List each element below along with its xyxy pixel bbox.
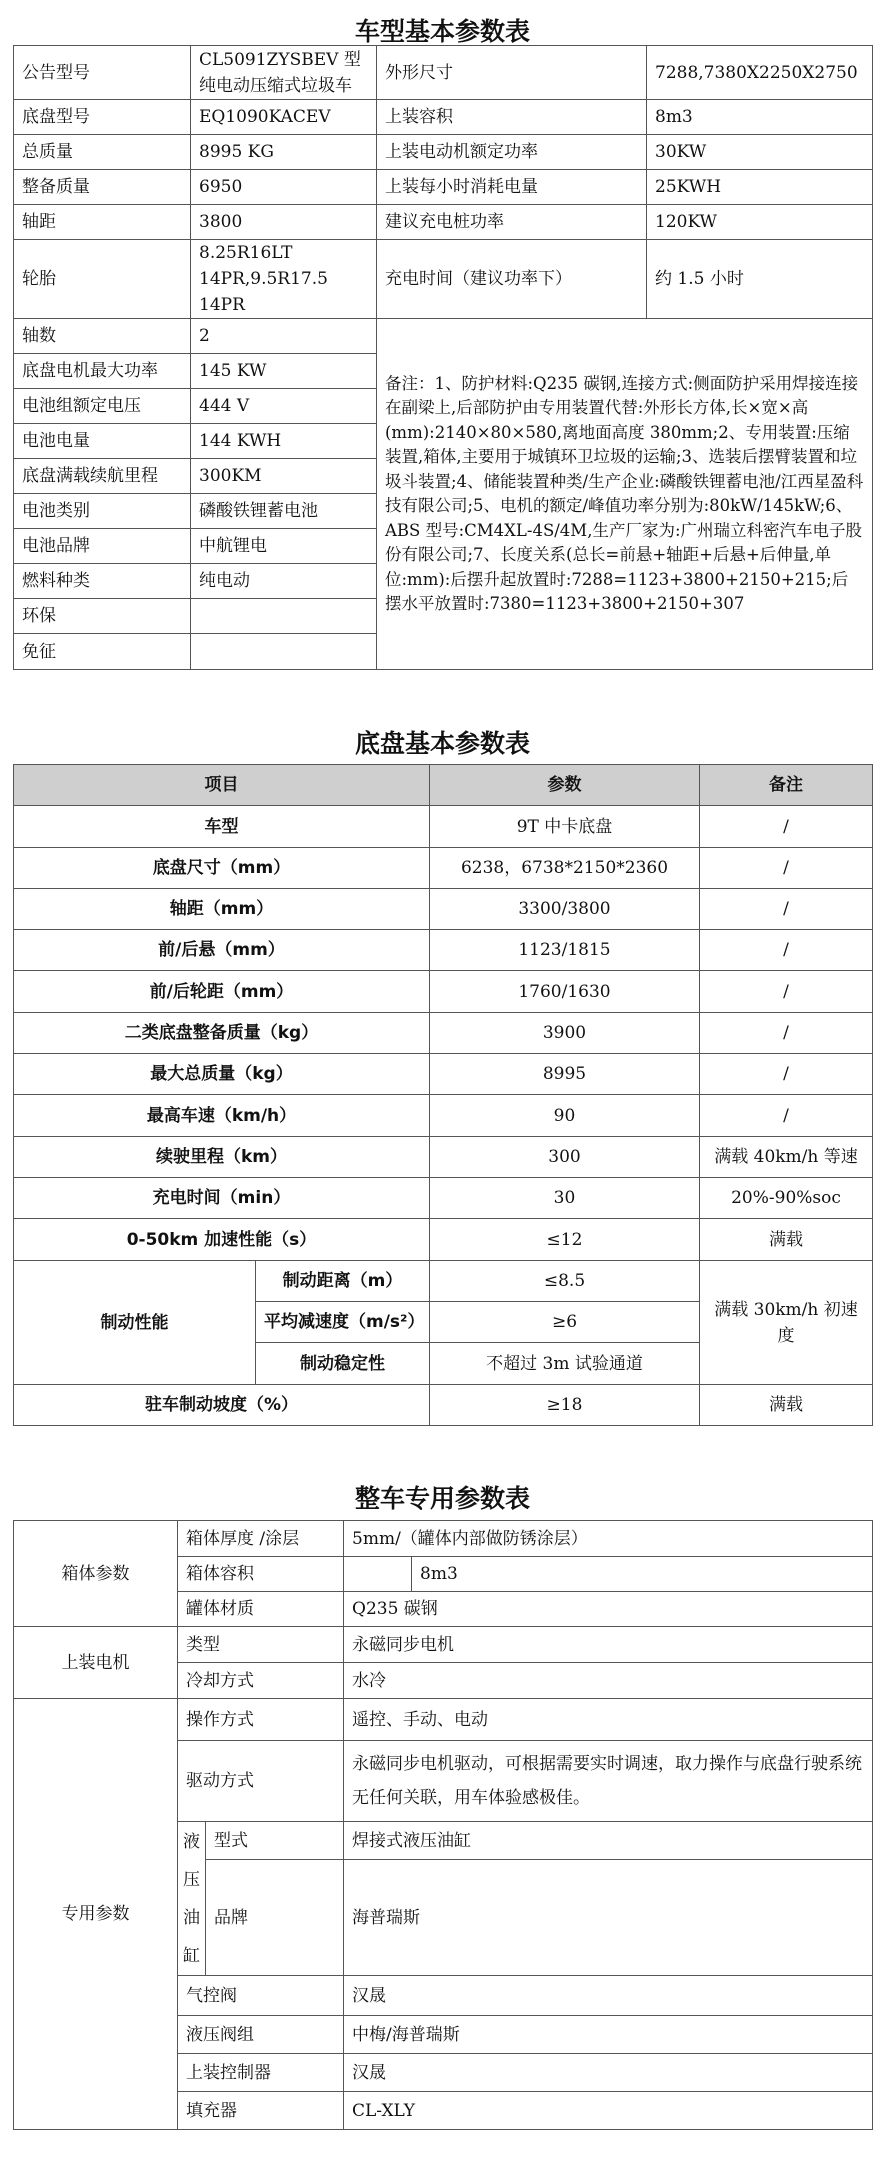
- param-key: 类型: [178, 1627, 344, 1663]
- cell-value: 145 KW: [191, 354, 377, 389]
- cell-value: 300KM: [191, 459, 377, 494]
- param-value: 中梅/海普瑞斯: [344, 2016, 873, 2054]
- param-key: 箱体容积: [178, 1557, 344, 1592]
- cell-value: 纯电动: [191, 564, 377, 599]
- brake-note: 满载 30km/h 初速度: [700, 1261, 873, 1385]
- row-item: 车型: [14, 806, 430, 848]
- param-value: CL-XLY: [344, 2092, 873, 2130]
- row-note: /: [700, 806, 873, 848]
- hydraulic-cylinder-label: [178, 1822, 206, 1976]
- cell-label: 底盘满载续航里程: [14, 459, 191, 494]
- row-note: /: [700, 889, 873, 930]
- table-row: [14, 100, 873, 135]
- cell-label: 轮胎: [14, 240, 191, 319]
- header-item: 项目: [14, 765, 430, 806]
- row-value: 1760/1630: [430, 971, 700, 1013]
- cell-value: 25KWH: [647, 170, 873, 205]
- param-key: 箱体厚度 /涂层: [178, 1521, 344, 1557]
- row-item: 前/后悬（mm）: [14, 930, 430, 971]
- param-value: 8m3: [412, 1557, 873, 1592]
- cell-value: 2: [191, 319, 377, 354]
- cell-label: 电池电量: [14, 424, 191, 459]
- cell-label: 上装容积: [377, 100, 647, 135]
- param-key: 填充器: [178, 2092, 344, 2130]
- param-key: 气控阀: [178, 1976, 344, 2016]
- row-value: ≤8.5: [430, 1261, 700, 1302]
- table-row: [14, 319, 873, 354]
- table-row: [14, 46, 873, 100]
- group-label: 箱体参数: [14, 1521, 178, 1627]
- vertical-label-text: 液压油缸: [183, 1831, 200, 1966]
- row-item: 制动距离（m）: [256, 1261, 430, 1302]
- table-row: [14, 240, 873, 319]
- table-row: [14, 1178, 873, 1219]
- param-value: 海普瑞斯: [344, 1860, 873, 1976]
- cell-label: 底盘电机最大功率: [14, 354, 191, 389]
- param-key: 罐体材质: [178, 1592, 344, 1627]
- param-empty: [344, 1557, 412, 1592]
- table-row: [14, 1385, 873, 1426]
- row-value: 3300/3800: [430, 889, 700, 930]
- header-value: 参数: [430, 765, 700, 806]
- cell-label: 轴数: [14, 319, 191, 354]
- param-key: 上装控制器: [178, 2054, 344, 2092]
- param-value: 5mm/（罐体内部做防锈涂层）: [344, 1521, 873, 1557]
- row-value: 6238，6738*2150*2360: [430, 848, 700, 889]
- row-value: ≥18: [430, 1385, 700, 1426]
- row-value: 300: [430, 1137, 700, 1178]
- row-note: /: [700, 1095, 873, 1137]
- section3-title: 整车专用参数表: [354, 1484, 530, 1513]
- header-note: 备注: [700, 765, 873, 806]
- table-row: [14, 1521, 873, 1557]
- cell-label: 建议充电桩功率: [377, 205, 647, 240]
- table-row: [14, 806, 873, 848]
- row-value: 1123/1815: [430, 930, 700, 971]
- cell-value: 120KW: [647, 205, 873, 240]
- cell-label: 整备质量: [14, 170, 191, 205]
- row-note: 满载: [700, 1385, 873, 1426]
- cell-label: 外形尺寸: [377, 46, 647, 100]
- cell-label: 充电时间（建议功率下）: [377, 240, 647, 319]
- cell-value: 8995 KG: [191, 135, 377, 170]
- cell-label: 环保: [14, 599, 191, 634]
- cell-value: EQ1090KACEV: [191, 100, 377, 135]
- section1-title: 车型基本参数表: [354, 17, 530, 46]
- row-note: 满载 40km/h 等速: [700, 1137, 873, 1178]
- row-note: /: [700, 930, 873, 971]
- row-item: 制动稳定性: [256, 1343, 430, 1385]
- cell-value: CL5091ZYSBEV 型纯电动压缩式垃圾车: [191, 46, 377, 100]
- table-row: [14, 205, 873, 240]
- param-key: 品牌: [206, 1860, 344, 1976]
- table-header-row: [14, 765, 873, 806]
- row-value: 90: [430, 1095, 700, 1137]
- row-item: 前/后轮距（mm）: [14, 971, 430, 1013]
- row-note: /: [700, 1054, 873, 1095]
- cell-value: 6950: [191, 170, 377, 205]
- cell-value: 3800: [191, 205, 377, 240]
- special-params-table: [13, 1520, 873, 2130]
- group-label: 上装电机: [14, 1627, 178, 1699]
- row-value: 8995: [430, 1054, 700, 1095]
- cell-value: 444 V: [191, 389, 377, 424]
- cell-label: 电池品牌: [14, 529, 191, 564]
- row-item: 充电时间（min）: [14, 1178, 430, 1219]
- cell-label: 公告型号: [14, 46, 191, 100]
- row-value: 不超过 3m 试验通道: [430, 1343, 700, 1385]
- table-row: [14, 889, 873, 930]
- table-row: [14, 135, 873, 170]
- param-key: 冷却方式: [178, 1663, 344, 1699]
- cell-value: [191, 599, 377, 634]
- row-note: /: [700, 1013, 873, 1054]
- cell-label: 上装每小时消耗电量: [377, 170, 647, 205]
- row-note: /: [700, 848, 873, 889]
- row-note: /: [700, 971, 873, 1013]
- brake-performance-label: 制动性能: [14, 1261, 256, 1385]
- cell-label: 燃料种类: [14, 564, 191, 599]
- row-value: 3900: [430, 1013, 700, 1054]
- row-note: 满载: [700, 1219, 873, 1261]
- param-value: Q235 碳钢: [344, 1592, 873, 1627]
- vehicle-basic-params-table: [13, 45, 873, 670]
- param-value: 永磁同步电机驱动，可根据需要实时调速，取力操作与底盘行驶系统无任何关联，用车体验感极佳。: [344, 1741, 873, 1822]
- cell-label: 电池组额定电压: [14, 389, 191, 424]
- table-row: [14, 1699, 873, 1741]
- cell-value: 7288,7380X2250X2750: [647, 46, 873, 100]
- cell-label: 上装电动机额定功率: [377, 135, 647, 170]
- table-row: [14, 1013, 873, 1054]
- row-item: 最高车速（km/h）: [14, 1095, 430, 1137]
- param-value: 焊接式液压油缸: [344, 1822, 873, 1860]
- table-row: [14, 1627, 873, 1663]
- row-item: 平均减速度（m/s²）: [256, 1302, 430, 1343]
- row-note: 20%-90%soc: [700, 1178, 873, 1219]
- section2-title: 底盘基本参数表: [354, 729, 530, 758]
- table-row: [14, 930, 873, 971]
- row-item: 最大总质量（kg）: [14, 1054, 430, 1095]
- table-row: [14, 1261, 873, 1302]
- cell-value: 144 KWH: [191, 424, 377, 459]
- table-row: [14, 1054, 873, 1095]
- table-row: [14, 1219, 873, 1261]
- cell-value: 约 1.5 小时: [647, 240, 873, 319]
- chassis-params-table: [13, 764, 873, 1426]
- table-row: [14, 848, 873, 889]
- cell-value: 8m3: [647, 100, 873, 135]
- cell-value: 中航锂电: [191, 529, 377, 564]
- row-item: 二类底盘整备质量（kg）: [14, 1013, 430, 1054]
- row-item: 轴距（mm）: [14, 889, 430, 930]
- row-item: 续驶里程（km）: [14, 1137, 430, 1178]
- cell-value: 8.25R16LT 14PR,9.5R17.5 14PR: [191, 240, 377, 319]
- cell-label: 免征: [14, 634, 191, 670]
- row-item: 0-50km 加速性能（s）: [14, 1219, 430, 1261]
- param-key: 液压阀组: [178, 2016, 344, 2054]
- cell-label: 轴距: [14, 205, 191, 240]
- table-row: [14, 971, 873, 1013]
- table-row: [14, 1137, 873, 1178]
- row-value: 30: [430, 1178, 700, 1219]
- cell-label: 底盘型号: [14, 100, 191, 135]
- table-row: [14, 170, 873, 205]
- cell-value: 磷酸铁锂蓄电池: [191, 494, 377, 529]
- cell-label: 电池类别: [14, 494, 191, 529]
- table-row: [14, 1095, 873, 1137]
- param-key: 操作方式: [178, 1699, 344, 1741]
- cell-label: 总质量: [14, 135, 191, 170]
- param-value: 汉晟: [344, 1976, 873, 2016]
- row-item: 底盘尺寸（mm）: [14, 848, 430, 889]
- row-value: ≥6: [430, 1302, 700, 1343]
- cell-value: [191, 634, 377, 670]
- param-value: 永磁同步电机: [344, 1627, 873, 1663]
- param-value: 汉晟: [344, 2054, 873, 2092]
- param-key: 型式: [206, 1822, 344, 1860]
- row-value: ≤12: [430, 1219, 700, 1261]
- row-item: 驻车制动坡度（%）: [14, 1385, 430, 1426]
- remarks-note: 备注：1、防护材料:Q235 碳钢,连接方式:侧面防护采用焊接连接在副梁上,后部防护由专用装置代替:外形长方体,长×宽×高(mm):2140×80×580,离地面高度 380mm;2、专用装置:压缩装置,箱体,主要用于城镇环卫垃圾的运输;3、选装后摆臂装置和垃圾斗装置;4、储能装置种类/生产企业:磷酸铁锂蓄电池/江西星盈科技有限公司;5、电机的额定/峰值功率分别为:80kW/145kW;6、ABS 型号:CM4XL-4S/4M,生产厂家为:广州瑞立科密汽车电子股份有限公司;7、长度关系(总长=前悬+轴距+后悬+后伸量,单位:mm):后摆升起放置时:7288=1123+3800+2150+215;后摆水平放置时:7380=1123+3800+2150+307: [377, 319, 873, 670]
- row-value: 9T 中卡底盘: [430, 806, 700, 848]
- param-key: 驱动方式: [178, 1741, 344, 1822]
- group-label: 专用参数: [14, 1699, 178, 2130]
- cell-value: 30KW: [647, 135, 873, 170]
- param-value: 遥控、手动、电动: [344, 1699, 873, 1741]
- param-value: 水冷: [344, 1663, 873, 1699]
